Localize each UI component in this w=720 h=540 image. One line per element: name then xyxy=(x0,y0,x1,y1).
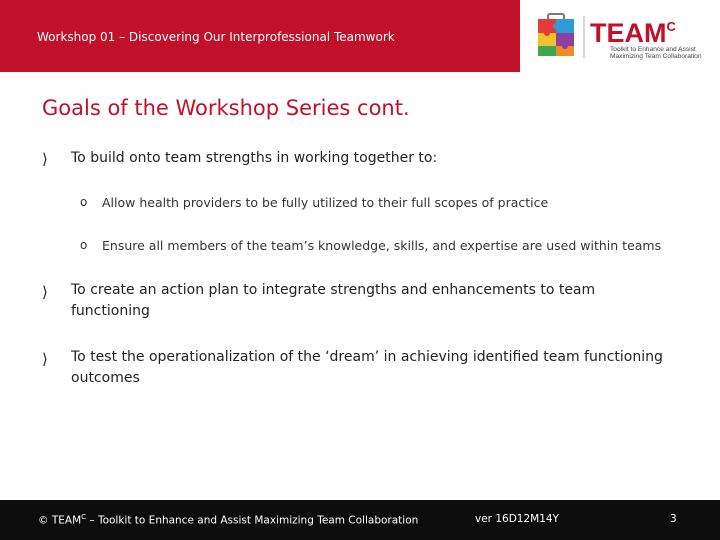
footer-copyright-suffix: – Toolkit to Enhance and Assist Maximizing Team Collaboration xyxy=(86,514,419,527)
logo-tagline-2: Maximizing Team Collaboration xyxy=(610,53,702,60)
footer-copyright xyxy=(38,513,418,527)
sub-bullet-text: Allow health providers to be fully utilized to their full scopes of practice xyxy=(102,195,549,210)
bullet-marker: ⟩ xyxy=(42,150,48,168)
logo-name: TEAM xyxy=(590,18,667,48)
sub-bullet-marker: o xyxy=(80,195,88,209)
footer-version: ver 16D12M14Y xyxy=(475,513,559,525)
logo-tagline-1: Toolkit to Enhance and Assist xyxy=(610,46,696,53)
footer-copyright-sup: C xyxy=(81,513,87,521)
svg-text:TEAMC xyxy=(590,18,677,48)
logo-superscript: C xyxy=(666,19,676,34)
bullet-marker: ⟩ xyxy=(42,283,48,301)
footer-bar xyxy=(0,500,720,540)
bullet-marker: ⟩ xyxy=(42,350,48,368)
slide-title: Goals of the Workshop Series cont. xyxy=(42,96,410,120)
header-bar xyxy=(0,0,520,72)
bullet-text: To build onto team strengths in working together to: xyxy=(71,150,438,166)
header-title: Workshop 01 – Discovering Our Interprofessional Teamwork xyxy=(37,30,395,44)
footer-copyright-prefix: © TEAM xyxy=(38,514,82,527)
sub-bullet-text: Ensure all members of the team’s knowledge, skills, and expertise are used within teams xyxy=(102,238,662,253)
puzzle-briefcase-icon xyxy=(538,14,574,56)
page-number: 3 xyxy=(670,513,677,525)
team-logo xyxy=(536,12,716,62)
bullet-text: To create an action plan to integrate strengths and enhancements to team functioning xyxy=(71,282,596,319)
sub-bullet-marker: o xyxy=(80,238,88,252)
bullet-text: To test the operationalization of the ‘dream’ in achieving identified team functioning outcomes xyxy=(71,349,663,386)
